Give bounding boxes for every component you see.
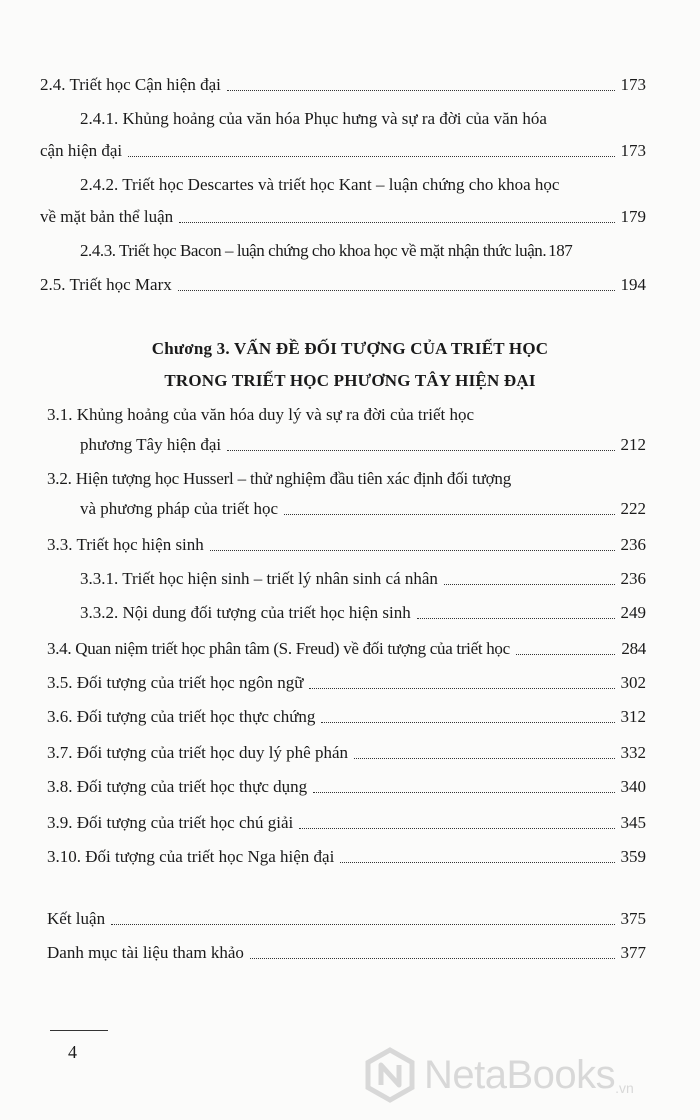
toc-entry-title: 3.8. Đối tượng của triết học thực dụng	[47, 777, 308, 796]
toc-entry	[47, 908, 646, 930]
toc-entry	[80, 568, 646, 590]
toc-entry-title: 3.3.2. Nội dung đối tượng của triết học hiện sinh	[80, 603, 411, 622]
dot-leader	[313, 792, 614, 793]
dot-leader	[284, 514, 614, 515]
toc-entry-title: 2.4. Triết học Cận hiện đại	[40, 75, 221, 94]
toc-entry-title-line2: cận hiện đại	[40, 141, 123, 160]
toc-entry-title: 2.5. Triết học Marx	[40, 275, 172, 294]
toc-entry	[47, 812, 646, 834]
toc-page-number: 173	[620, 141, 646, 160]
toc-page-number: 212	[620, 435, 646, 454]
toc-entry	[47, 534, 646, 556]
toc-entry-title-line2: về mặt bản thể luận	[40, 207, 174, 226]
toc-page-number: 284	[621, 639, 646, 658]
footer-rule	[50, 1030, 108, 1031]
dot-leader	[210, 550, 615, 551]
netabooks-logo-icon	[362, 1047, 418, 1103]
toc-entry-title-line1: 3.2. Hiện tượng học Husserl – thử nghiệm đầu tiên xác định đối tượng	[47, 469, 512, 488]
toc-entry-title: 3.6. Đối tượng của triết học thực chứng	[47, 707, 316, 726]
page-number: 4	[68, 1042, 77, 1062]
toc-entry-title: 3.3. Triết học hiện sinh	[47, 535, 204, 554]
toc-entry	[47, 846, 646, 868]
toc-page-number: 377	[620, 943, 646, 962]
toc-page-number: 194	[620, 275, 646, 294]
toc-entry	[40, 274, 646, 296]
dot-leader	[354, 758, 614, 759]
toc-entry-title-line1: 2.4.2. Triết học Descartes và triết học Kant – luận chứng cho khoa học	[80, 175, 560, 194]
dot-leader	[179, 222, 614, 223]
toc-page-number: 249	[620, 603, 646, 622]
dot-leader	[309, 688, 614, 689]
toc-entry-title: 3.4. Quan niệm triết học phân tâm (S. Freud) về đối tượng của triết học	[47, 639, 510, 658]
toc-page-number: 340	[620, 777, 646, 796]
toc-page-number: 345	[620, 813, 646, 832]
toc-entry	[47, 776, 646, 798]
toc-entry	[47, 742, 646, 764]
toc-page-number: 236	[620, 535, 646, 554]
chapter-heading-line1: Chương 3. VẤN ĐỀ ĐỐI TƯỢNG CỦA TRIẾT HỌC	[151, 339, 549, 358]
dot-leader	[227, 450, 614, 451]
watermark-domain: .vn	[615, 1080, 634, 1096]
dot-leader	[299, 828, 614, 829]
dot-leader	[250, 958, 615, 959]
dot-leader	[128, 156, 614, 157]
dot-leader	[178, 290, 615, 291]
toc-page-number: 187	[548, 241, 573, 260]
toc-page-number: 375	[620, 909, 646, 928]
toc-entry-title-line1: 2.4.1. Khủng hoảng của văn hóa Phục hưng và sự ra đời của văn hóa	[80, 109, 547, 128]
chapter-heading-line2: TRONG TRIẾT HỌC PHƯƠNG TÂY HIỆN ĐẠI	[164, 371, 536, 390]
toc-page-number: 236	[620, 569, 646, 588]
toc-entry	[40, 206, 646, 228]
toc-page-number: 312	[620, 707, 646, 726]
dot-leader	[340, 862, 614, 863]
toc-entry	[40, 74, 646, 96]
toc-entry	[47, 942, 646, 964]
toc-entry-title: Kết luận	[47, 909, 106, 928]
toc-entry-title-line1: 3.1. Khủng hoảng của văn hóa duy lý và sự ra đời của triết học	[47, 405, 475, 424]
dot-leader	[516, 654, 616, 655]
dot-leader	[227, 90, 615, 91]
toc-entry-title: Danh mục tài liệu tham khảo	[47, 943, 244, 962]
toc-entry-title: 3.9. Đối tượng của triết học chú giải	[47, 813, 294, 832]
toc-entry-title: 3.3.1. Triết học hiện sinh – triết lý nhân sinh cá nhân	[80, 569, 438, 588]
toc-page-number: 359	[620, 847, 646, 866]
toc-entry	[47, 706, 646, 728]
toc-entry	[80, 602, 646, 624]
toc-page-number: 302	[620, 673, 646, 692]
toc-page-number: 222	[620, 499, 646, 518]
dot-leader	[321, 722, 614, 723]
toc-page-number: 179	[620, 207, 646, 226]
watermark	[362, 1040, 692, 1110]
toc-entry-title-line2: và phương pháp của triết học	[80, 499, 279, 518]
toc-entry	[80, 498, 646, 520]
toc-entry-title: 2.4.3. Triết học Bacon – luận chứng cho khoa học về mặt nhận thức luận.	[80, 241, 547, 260]
toc-entry-title: 3.7. Đối tượng của triết học duy lý phê phán	[47, 743, 349, 762]
dot-leader	[444, 584, 615, 585]
toc-entry	[80, 240, 646, 262]
dot-leader	[111, 924, 614, 925]
toc-entry-title: 3.5. Đối tượng của triết học ngôn ngữ	[47, 673, 304, 692]
toc-page-number: 332	[620, 743, 646, 762]
toc-page-number: 173	[620, 75, 646, 94]
toc-entry	[40, 140, 646, 162]
watermark-brand: NetaBooks	[424, 1052, 616, 1097]
toc-entry-title: 3.10. Đối tượng của triết học Nga hiện đại	[47, 847, 335, 866]
toc-entry-title-line2: phương Tây hiện đại	[80, 435, 222, 454]
dot-leader	[417, 618, 615, 619]
toc-entry	[47, 638, 646, 660]
toc-entry	[80, 434, 646, 456]
toc-entry	[47, 672, 646, 694]
